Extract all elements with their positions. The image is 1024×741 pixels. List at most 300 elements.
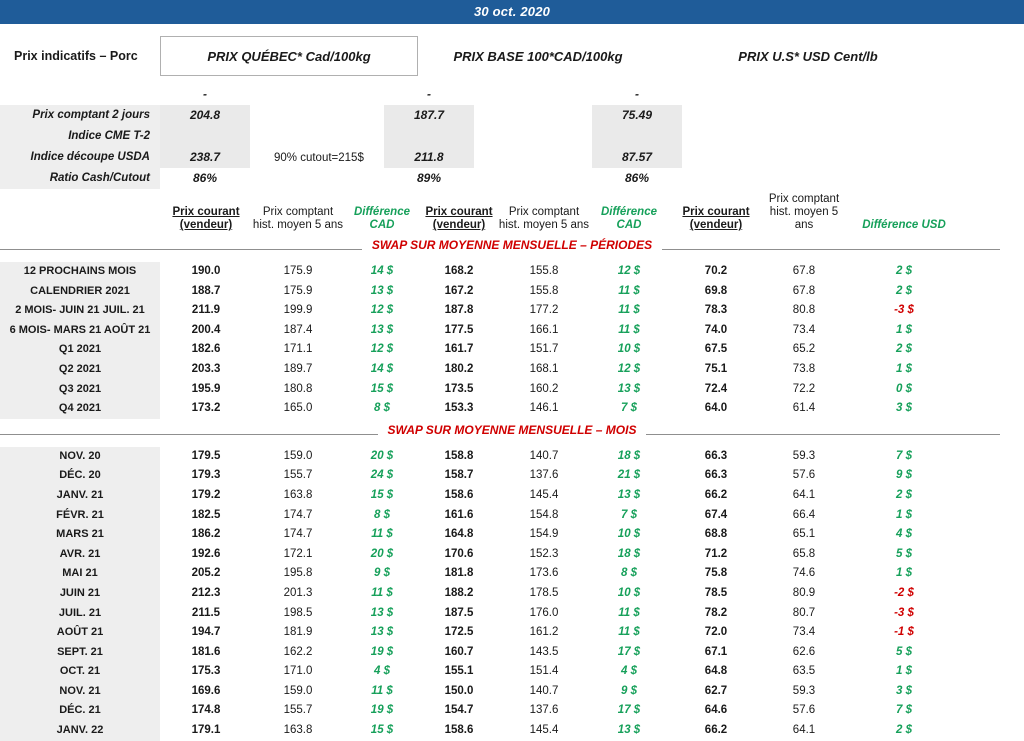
cell-us-diff: 3 $ [896,402,912,415]
cell-qc-hist: 195.8 [283,567,313,580]
cell-us-diff: 4 $ [896,528,912,541]
cell-us-hist: 66.4 [792,508,816,521]
cell-base-current: 158.7 [444,469,474,482]
cell-qc-current: 182.6 [191,343,221,356]
cell-qc-diff: 20 $ [370,547,394,560]
cell-base-current: 153.3 [444,402,474,415]
cell-us-current: 78.5 [704,586,728,599]
table-row [0,447,1024,467]
cell-base-diff: 21 $ [617,469,641,482]
cell-us-hist: 62.6 [792,645,816,658]
cell-qc-diff: 8 $ [374,508,390,521]
cell-us-current: 67.5 [704,343,728,356]
spot-label-cme-line2: Indice CME T-2 [0,126,160,147]
cell-us-hist: 57.6 [792,704,816,717]
cell-base-current: 160.7 [444,645,474,658]
row-label: MARS 21 [0,525,160,545]
cell-qc-diff: 12 $ [370,304,394,317]
cell-base-diff: 10 $ [617,586,641,599]
cell-base-diff: 7 $ [621,402,637,415]
spot-ratio-quebec: 86% [192,171,218,185]
cell-us-diff: 5 $ [896,547,912,560]
cell-base-hist: 168.1 [529,362,559,375]
cell-qc-hist: 175.9 [283,284,313,297]
cell-us-current: 64.6 [704,704,728,717]
cell-qc-hist: 155.7 [283,704,313,717]
table-row [0,301,1024,321]
table-row [0,701,1024,721]
cell-qc-current: 211.5 [191,606,221,619]
cell-base-hist: 145.4 [529,724,559,737]
cell-base-current: 187.5 [444,606,474,619]
cell-qc-current: 212.3 [191,586,221,599]
cell-qc-hist: 174.7 [283,508,313,521]
cell-us-hist: 64.1 [792,488,816,501]
row-label: JANV. 22 [0,721,160,741]
cell-qc-diff: 19 $ [370,645,394,658]
cell-base-hist: 137.6 [529,469,559,482]
cell-base-hist: 177.2 [529,304,559,317]
cell-base-current: 154.7 [444,704,474,717]
table-body-mois [0,447,1024,741]
cell-qc-current: 194.7 [191,626,221,639]
cell-base-diff: 17 $ [617,645,641,658]
cell-us-diff: 2 $ [896,724,912,737]
cell-base-diff: 18 $ [617,547,641,560]
cell-us-current: 66.3 [704,469,728,482]
cell-base-hist: 146.1 [529,402,559,415]
cell-qc-hist: 163.8 [283,488,313,501]
cell-qc-diff: 9 $ [374,567,390,580]
cell-qc-current: 190.0 [191,265,221,277]
row-label: OCT. 21 [0,662,160,682]
cell-qc-current: 182.5 [191,508,221,521]
cell-us-current: 66.2 [704,488,728,501]
cell-us-diff: 9 $ [896,469,912,482]
banner-text-mois: SWAP SUR MOYENNE MENSUELLE – MOIS [378,423,647,437]
cell-qc-hist: 198.5 [283,606,313,619]
col-header-base-hist: Prix comptant hist. moyen 5 ans [498,206,590,231]
cell-us-hist: 61.4 [792,402,816,415]
cell-qc-hist: 174.7 [283,528,313,541]
cell-base-diff: 12 $ [617,362,641,375]
cell-qc-hist: 175.9 [283,265,313,277]
table-row [0,604,1024,624]
table-row [0,321,1024,341]
cell-qc-hist: 163.8 [283,724,313,737]
cell-base-hist: 152.3 [529,547,559,560]
col-header-base-current: Prix courant (vendeur) [425,206,493,231]
cell-qc-diff: 13 $ [370,626,394,639]
cell-base-current: 168.2 [444,265,474,277]
spot-dash-label [0,84,160,105]
cell-qc-diff: 15 $ [370,488,394,501]
cell-qc-hist: 172.1 [283,547,313,560]
cell-base-hist: 140.7 [529,684,559,697]
cell-base-current: 177.5 [444,323,474,336]
table-row [0,525,1024,545]
table-body-periodes [0,262,1024,419]
cell-base-current: 161.6 [444,508,474,521]
cell-base-hist: 155.8 [529,265,559,277]
cell-us-current: 69.8 [704,284,728,297]
cell-us-diff: 2 $ [896,343,912,356]
row-label: Q2 2021 [0,360,160,380]
cell-us-hist: 57.6 [792,469,816,482]
spot-cme-us: 75.49 [592,105,682,126]
table-row [0,360,1024,380]
row-label: JANV. 21 [0,486,160,506]
table-row [0,662,1024,682]
cell-base-diff: 10 $ [617,528,641,541]
cell-qc-current: 179.2 [191,488,221,501]
cell-qc-current: 179.5 [191,449,221,462]
cell-us-current: 64.8 [704,665,728,678]
row-label: Q4 2021 [0,399,160,419]
section-banner-mois [0,423,1024,445]
cell-base-hist: 145.4 [529,488,559,501]
cell-base-diff: 17 $ [617,704,641,717]
col-header-base-diff: Différence CAD [600,206,658,231]
cell-qc-current: 175.3 [191,665,221,678]
cell-qc-diff: 11 $ [371,684,393,697]
cell-qc-diff: 13 $ [370,284,394,297]
col-header-qc-current: Prix courant (vendeur) [172,206,240,231]
cell-us-hist: 74.6 [792,567,816,580]
spot-row-cme-sub [0,126,1024,147]
table-row [0,721,1024,741]
cell-us-hist: 73.8 [792,362,816,375]
spot-dash-row [0,84,1024,105]
table-row [0,340,1024,360]
cell-qc-current: 200.4 [191,323,221,336]
cell-us-current: 64.0 [704,402,728,415]
cell-us-current: 62.7 [704,684,728,697]
cell-us-diff: 7 $ [896,704,912,717]
col-header-us-diff: Différence USD [862,219,946,231]
cell-qc-hist: 199.9 [283,304,313,317]
cell-us-diff: -2 $ [894,586,914,599]
cell-base-current: 158.8 [444,449,474,462]
quebec-price-header: PRIX QUÉBEC* Cad/100kg [160,36,418,76]
cell-us-diff: 1 $ [896,508,912,521]
cell-us-hist: 67.8 [792,265,816,277]
cell-qc-diff: 20 $ [370,449,394,462]
table-row [0,380,1024,400]
cell-us-diff: 3 $ [896,684,912,697]
cell-us-hist: 65.2 [792,343,816,356]
spot-cutout-us: 87.57 [592,147,682,168]
spot-cme-us-pad [592,126,682,147]
cell-us-hist: 63.5 [792,665,816,678]
row-label: DÉC. 20 [0,466,160,486]
table-row [0,282,1024,302]
cell-base-current: 181.8 [444,567,474,580]
cell-us-current: 67.4 [704,508,728,521]
cell-qc-hist: 171.1 [283,343,313,356]
spot-cme-base-pad [384,126,474,147]
row-label: 12 PROCHAINS MOIS [0,262,160,282]
cell-base-diff: 13 $ [617,724,641,737]
cell-us-current: 74.0 [704,323,728,336]
table-row [0,399,1024,419]
cell-qc-hist: 165.0 [283,402,313,415]
cell-base-hist: 160.2 [529,382,559,395]
cell-qc-current: 203.3 [191,362,221,375]
cell-base-diff: 9 $ [621,684,637,697]
cell-qc-diff: 13 $ [370,606,394,619]
cell-qc-hist: 187.4 [283,323,313,336]
row-label: MAI 21 [0,564,160,584]
cell-us-diff: 5 $ [896,645,912,658]
cell-us-hist: 64.1 [792,724,816,737]
cell-us-current: 66.3 [704,449,728,462]
row-label: 6 MOIS- MARS 21 AOÛT 21 [0,321,160,341]
cell-base-diff: 11 $ [618,606,640,619]
cell-base-hist: 161.2 [529,626,559,639]
cell-base-hist: 166.1 [529,323,559,336]
cell-base-current: 164.8 [444,528,474,541]
cell-qc-current: 211.9 [191,304,221,317]
row-label: CALENDRIER 2021 [0,282,160,302]
cell-base-current: 188.2 [444,586,474,599]
cell-us-hist: 67.8 [792,284,816,297]
cell-qc-hist: 159.0 [283,684,313,697]
cell-base-hist: 151.7 [529,343,559,356]
cell-us-hist: 80.9 [792,586,816,599]
table-row [0,506,1024,526]
row-label: JUIN 21 [0,584,160,604]
cell-qc-diff: 14 $ [370,362,394,375]
base-price-header: PRIX BASE 100*CAD/100kg [453,48,623,64]
cell-qc-hist: 180.8 [283,382,313,395]
cell-qc-current: 192.6 [191,547,221,560]
cell-us-hist: 80.7 [792,606,816,619]
cell-base-diff: 18 $ [617,449,641,462]
cell-base-diff: 12 $ [617,265,641,277]
cell-base-current: 161.7 [444,343,474,356]
cell-base-diff: 4 $ [621,665,637,678]
cell-qc-diff: 13 $ [370,323,394,336]
cell-us-diff: 2 $ [896,265,912,277]
cell-base-current: 155.1 [444,665,474,678]
cell-base-current: 187.8 [444,304,474,317]
cell-qc-current: 205.2 [191,567,221,580]
cell-us-hist: 80.8 [792,304,816,317]
cell-us-diff: -3 $ [894,304,914,317]
spot-dash-us: - [635,87,639,101]
row-label: JUIL. 21 [0,604,160,624]
cell-base-diff: 8 $ [621,567,637,580]
spot-row-cme [0,105,1024,126]
spot-dash-base: - [427,87,431,101]
cell-qc-current: 179.1 [191,724,221,737]
cell-us-current: 67.1 [704,645,728,658]
cell-qc-diff: 12 $ [370,343,394,356]
cell-us-current: 68.8 [704,528,728,541]
col-header-us-hist: Prix comptant hist. moyen 5 ans [768,193,840,231]
cell-base-current: 150.0 [444,684,474,697]
cell-us-current: 71.2 [704,547,728,560]
cell-qc-current: 186.2 [191,528,221,541]
cell-base-diff: 13 $ [617,488,641,501]
cell-base-current: 170.6 [444,547,474,560]
spot-ratio-base: 89% [416,171,442,185]
cell-us-current: 78.2 [704,606,728,619]
table-row [0,623,1024,643]
cell-base-hist: 155.8 [529,284,559,297]
cell-qc-diff: 11 $ [371,528,393,541]
cell-qc-current: 174.8 [191,704,221,717]
table-row [0,486,1024,506]
table-row [0,643,1024,663]
row-label: SEPT. 21 [0,643,160,663]
cell-us-current: 72.4 [704,382,728,395]
row-label: NOV. 21 [0,682,160,702]
cell-qc-current: 173.2 [191,402,221,415]
cell-us-diff: 1 $ [896,567,912,580]
cell-us-hist: 59.3 [792,684,816,697]
cell-qc-diff: 11 $ [371,586,393,599]
cell-qc-current: 188.7 [191,284,221,297]
market-header [0,24,1024,80]
row-label: DÉC. 21 [0,701,160,721]
cell-qc-diff: 15 $ [370,382,394,395]
table-row [0,545,1024,565]
cell-base-hist: 140.7 [529,449,559,462]
row-label: NOV. 20 [0,447,160,467]
cell-base-hist: 143.5 [529,645,559,658]
cell-base-hist: 176.0 [529,606,559,619]
report-date: 30 oct. 2020 [473,4,551,19]
cell-qc-current: 195.9 [191,382,221,395]
cell-qc-diff: 24 $ [370,469,394,482]
cell-base-diff: 11 $ [618,626,640,639]
cell-us-diff: 1 $ [896,362,912,375]
cell-base-diff: 11 $ [618,284,640,297]
product-label: Prix indicatifs – Porc [14,49,138,63]
cell-us-current: 66.2 [704,724,728,737]
col-header-us-current: Prix courant (vendeur) [682,206,750,231]
cell-base-current: 167.2 [444,284,474,297]
cell-us-current: 75.8 [704,567,728,580]
report-date-banner [0,0,1024,24]
spot-cme-quebec: 204.8 [160,105,250,126]
spot-dash-quebec: - [203,87,207,101]
cell-qc-hist: 159.0 [283,449,313,462]
cell-us-diff: -3 $ [894,606,914,619]
row-label: AVR. 21 [0,545,160,565]
cell-base-current: 173.5 [444,382,474,395]
cell-base-current: 180.2 [444,362,474,375]
col-header-qc-diff: Différence CAD [353,206,411,231]
cell-us-diff: 2 $ [896,284,912,297]
cell-us-current: 70.2 [704,265,728,277]
spot-ratio-us: 86% [624,171,650,185]
cell-us-current: 78.3 [704,304,728,317]
spot-cme-quebec-pad [160,126,250,147]
cell-us-diff: -1 $ [894,626,914,639]
cell-qc-diff: 8 $ [374,402,390,415]
spot-label-cutout: Indice découpe USDA [0,147,160,168]
cell-qc-hist: 155.7 [283,469,313,482]
table-row [0,262,1024,282]
cell-qc-hist: 189.7 [283,362,313,375]
spot-label-cme-line1: Prix comptant 2 jours [0,105,160,126]
cell-base-current: 172.5 [444,626,474,639]
cell-us-current: 75.1 [704,362,728,375]
cell-base-diff: 7 $ [621,508,637,521]
table-row [0,564,1024,584]
us-price-header: PRIX U.S* USD Cent/lb [738,48,878,64]
cell-us-hist: 72.2 [792,382,816,395]
cell-base-hist: 173.6 [529,567,559,580]
spot-cutout-quebec: 238.7 [160,147,250,168]
spot-cutout-note: 90% cutout=215$ [274,151,364,164]
cell-us-hist: 73.4 [792,626,816,639]
spot-label-ratio: Ratio Cash/Cutout [0,168,160,189]
row-label: Q1 2021 [0,340,160,360]
cell-qc-diff: 19 $ [370,704,394,717]
table-row [0,682,1024,702]
row-label: 2 MOIS- JUIN 21 JUIL. 21 [0,301,160,321]
cell-us-hist: 73.4 [792,323,816,336]
cell-us-diff: 2 $ [896,488,912,501]
spot-index-block [0,84,1024,185]
col-header-qc-hist: Prix comptant hist. moyen 5 ans [252,206,344,231]
section-banner-periodes [0,238,1024,260]
spot-cutout-base: 211.8 [384,147,474,168]
cell-base-diff: 13 $ [617,382,641,395]
cell-qc-current: 169.6 [191,684,221,697]
col-header-spacer [0,232,160,234]
cell-qc-hist: 162.2 [283,645,313,658]
cell-qc-current: 179.3 [191,469,221,482]
cell-base-current: 158.6 [444,488,474,501]
cell-base-hist: 137.6 [529,704,559,717]
cell-base-current: 158.6 [444,724,474,737]
cell-us-diff: 1 $ [896,323,912,336]
cell-us-hist: 59.3 [792,449,816,462]
table-row [0,584,1024,604]
table-row [0,466,1024,486]
spot-row-cutout [0,147,1024,168]
cell-qc-diff: 15 $ [370,724,394,737]
cell-qc-current: 181.6 [191,645,221,658]
cell-base-hist: 151.4 [529,665,559,678]
cell-base-diff: 10 $ [617,343,641,356]
banner-text-periodes: SWAP SUR MOYENNE MENSUELLE – PÉRIODES [362,238,662,252]
cell-qc-diff: 14 $ [370,265,394,277]
cell-base-hist: 154.9 [529,528,559,541]
cell-us-diff: 1 $ [896,665,912,678]
cell-base-hist: 154.8 [529,508,559,521]
cell-us-diff: 0 $ [896,382,912,395]
cell-base-hist: 178.5 [529,586,559,599]
row-label: Q3 2021 [0,380,160,400]
row-label: AOÛT 21 [0,623,160,643]
cell-us-current: 72.0 [704,626,728,639]
cell-qc-hist: 171.0 [283,665,313,678]
cell-qc-hist: 201.3 [283,586,313,599]
cell-qc-hist: 181.9 [283,626,313,639]
cell-us-hist: 65.1 [792,528,816,541]
cell-base-diff: 11 $ [618,323,640,336]
cell-base-diff: 11 $ [618,304,640,317]
cell-us-diff: 7 $ [896,449,912,462]
cell-us-hist: 65.8 [792,547,816,560]
spot-cme-base: 187.7 [384,105,474,126]
